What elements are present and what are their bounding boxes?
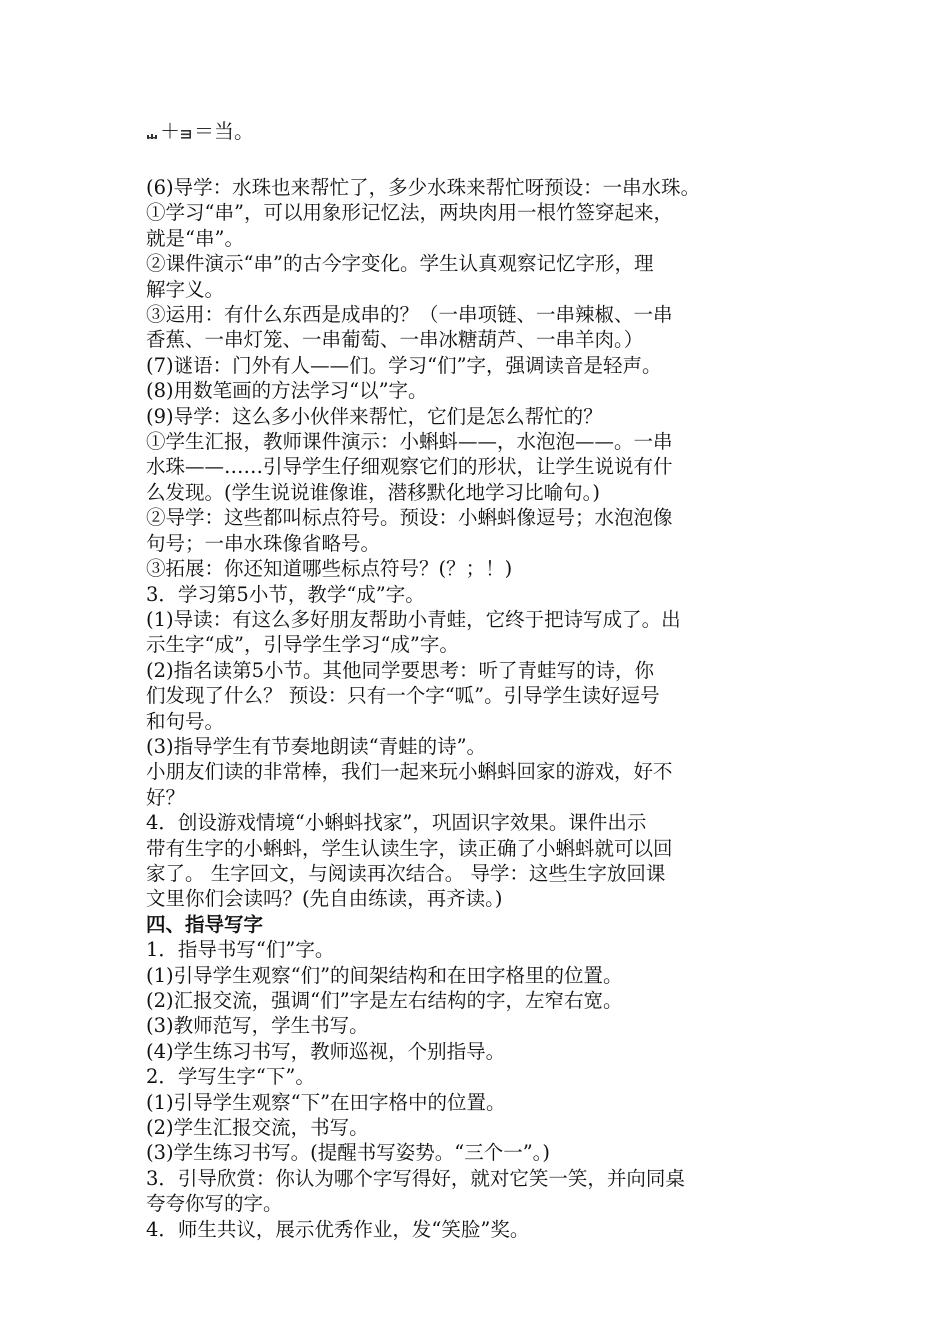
text-line: 示生字“成”，引导学生学习“成”字。 xyxy=(146,633,459,657)
text-line: (3)指导学生有节奏地朗读“青蛙的诗”。 xyxy=(146,734,487,758)
text-line: 4．创设游戏情境“小蝌蚪找家”，巩固识字效果。课件出示 xyxy=(146,811,647,835)
text-line: (1)引导学生观察“下”在田字格中的位置。 xyxy=(146,1090,506,1114)
lesson-content xyxy=(146,175,816,1242)
text-line: (6)导学：水珠也来帮忙了，多少水珠来帮忙呀预设：一串水珠。 xyxy=(146,176,701,199)
text-line: ①学生汇报，教师课件演示：小蝌蚪——，水泡泡——。一串 xyxy=(146,430,673,454)
formula-line xyxy=(146,118,254,144)
text-line: 4．师生共议，展示优秀作业，发“笑脸”奖。 xyxy=(146,1217,530,1241)
text-line: 解字义。 xyxy=(146,277,225,301)
text-line: 就是“串”。 xyxy=(146,226,244,250)
glyph-component-right-icon xyxy=(180,129,192,139)
text-line: ③拓展：你还知道哪些标点符号？(？；！) xyxy=(146,557,513,581)
text-line: 们发现了什么？ 预设：只有一个字“呱”。引导学生读好逗号 xyxy=(146,684,660,708)
text-line: 1．指导书写“们”字。 xyxy=(146,938,335,962)
text-line: ①学习“串”，可以用象形记忆法，两块肉用一根竹签穿起来， xyxy=(146,201,673,225)
text-line: ②课件演示“串”的古今字变化。学生认真观察记忆字形，理 xyxy=(146,252,654,276)
text-line: ②导学：这些都叫标点符号。预设：小蝌蚪像逗号；水泡泡像 xyxy=(146,506,673,530)
text-line: (1)引导学生观察“们”的间架结构和在田字格里的位置。 xyxy=(146,963,623,987)
text-line: (2)学生汇报交流，书写。 xyxy=(146,1116,369,1140)
glyph-component-left-icon xyxy=(146,129,158,139)
text-line: 么发现。(学生说说谁像谁，潜移默化地学习比喻句。) xyxy=(146,480,600,504)
text-line: (8)用数笔画的方法学习“以”字。 xyxy=(146,379,428,403)
text-line: (2)汇报交流，强调“们”字是左右结构的字，左窄右宽。 xyxy=(146,989,623,1012)
text-line: 小朋友们读的非常棒，我们一起来玩小蝌蚪回家的游戏，好不 xyxy=(146,760,673,784)
text-line: 好？ xyxy=(146,785,186,809)
plus-sign: ＋ xyxy=(160,119,180,143)
text-line: (1)导读：有这么多好朋友帮助小青蛙，它终于把诗写成了。出 xyxy=(146,607,681,631)
text-line: 3．学习第5小节，教学“成”字。 xyxy=(146,582,425,606)
text-line: (3)教师范写，学生书写。 xyxy=(146,1014,369,1038)
text-line: 家了。 生字回文，与阅读再次结合。 导学：这些生字放回课 xyxy=(146,861,666,885)
text-line: 水珠——……引导学生仔细观察它们的形状，让学生说说有什 xyxy=(146,455,673,479)
text-line: 和句号。 xyxy=(146,709,225,733)
text-line: ③运用：有什么东西是成串的？（一串项链、一串辣椒、一串 xyxy=(146,303,673,327)
text-line: 文里你们会读吗？(先自由练读，再齐读。) xyxy=(146,887,503,911)
text-line: 带有生字的小蝌蚪，学生认读生字，读正确了小蝌蚪就可以回 xyxy=(146,836,673,860)
text-line: 2．学写生字“下”。 xyxy=(146,1065,315,1089)
text-line: (4)学生练习书写，教师巡视，个别指导。 xyxy=(146,1039,506,1063)
text-line: 夸夸你写的字。 xyxy=(146,1192,283,1216)
text-line: 香蕉、一串灯笼、一串葡萄、一串冰糖葫芦、一串羊肉。） xyxy=(146,328,644,352)
text-line: 3．引导欣赏：你认为哪个字写得好，就对它笑一笑，并向同桌 xyxy=(146,1166,685,1190)
text-line: (3)学生练习书写。(提醒书写姿势。“三个一”。) xyxy=(146,1141,551,1165)
text-line: (9)导学：这么多小伙伴来帮忙，它们是怎么帮忙的？ xyxy=(146,404,603,428)
text-line: 句号；一串水珠像省略号。 xyxy=(146,531,381,555)
section-heading: 四、指导写字 xyxy=(146,912,264,936)
text-line: (7)谜语：门外有人——们。学习“们”字，强调读音是轻声。 xyxy=(146,353,662,377)
text-line: (2)指名读第5小节。其他同学要思考：听了青蛙写的诗，你 xyxy=(146,658,655,682)
formula-result: ＝当。 xyxy=(194,119,254,143)
